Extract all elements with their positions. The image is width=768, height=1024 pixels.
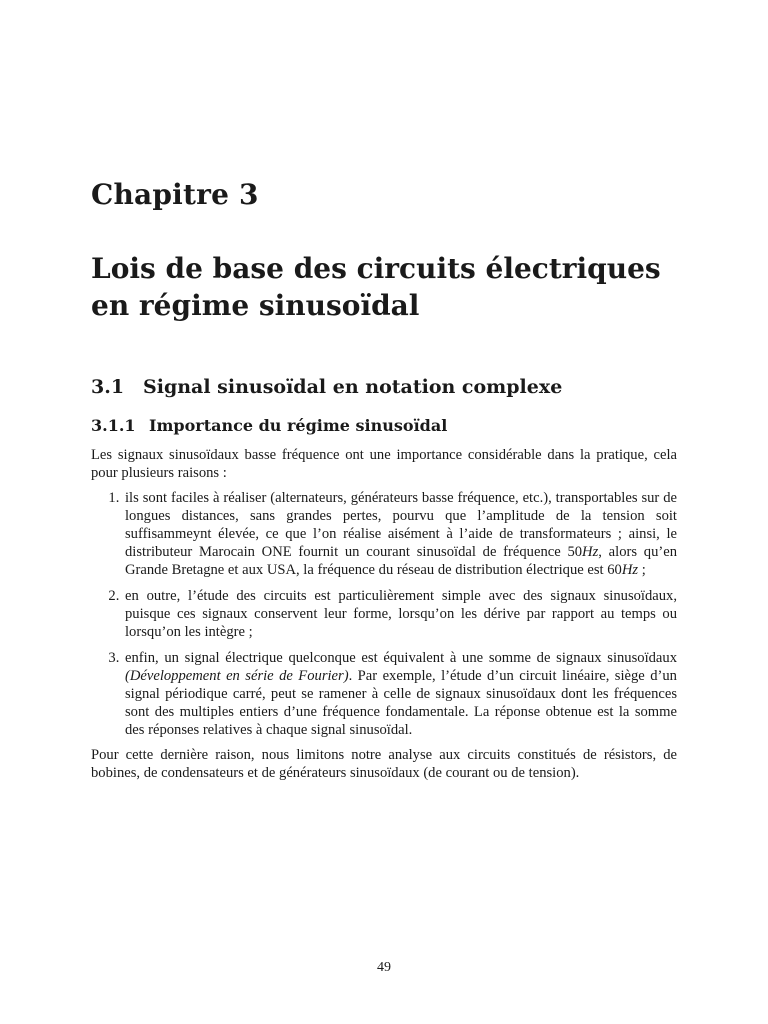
section-title: Signal sinusoïdal en notation complexe <box>143 376 563 398</box>
list-item <box>123 587 677 641</box>
list-item-text: ils sont faciles à réaliser (alternateurs, générateurs basse fréquence, etc.), transportables sur de longues distances, sans grandes pertes, pourvu que l’amplitude de la tension soit suffisammeynt élevée, ce que l’on réalise aisément à l’aide de transformateurs ; ainsi, le distributeur Marocain ONE fournit un courant sinusoïdal de fréquence <box>125 490 677 560</box>
list-item-text: en outre, l’étude des circuits est particulièrement simple avec des signaux sinusoïdaux, puisque ces signaux conservent leur forme, lorsqu’on les dérive par rapport au temps ou lorsqu’on les intègre ; <box>125 588 677 640</box>
section-number: 3.1 <box>91 376 125 398</box>
conclusion-paragraph: Pour cette dernière raison, nous limitons notre analyse aux circuits constitués de résistors, de bobines, de condensateurs et de générateurs sinusoïdaux (de courant ou de tension). <box>91 747 677 781</box>
list-item-text: , alors qu’en Grande Bretagne et aux USA, la fréquence du réseau de distribution électrique est <box>125 544 677 578</box>
reasons-list <box>91 489 677 739</box>
chapter-label: Chapitre 3 <box>91 178 259 211</box>
chapter-title: Lois de base des circuits électriques en régime sinusoïdal <box>91 252 661 322</box>
intro-paragraph: Les signaux sinusoïdaux basse fréquence ont une importance considérable dans la pratique, cela pour plusieurs raisons : <box>91 447 677 481</box>
subsection-heading <box>91 416 447 435</box>
page <box>91 0 677 1024</box>
list-item <box>123 649 677 739</box>
subsection-title: Importance du régime sinusoïdal <box>149 416 448 435</box>
list-item <box>123 489 677 579</box>
frequency-unit: Hz <box>621 562 639 578</box>
page-number: 49 <box>377 960 391 975</box>
list-item-text: enfin, un signal électrique quelconque est équivalent à une somme de signaux sinusoïdaux <box>125 650 677 666</box>
list-item-text: ; <box>638 562 646 578</box>
emphasis-text: (Développement en série de Fourier) <box>125 668 349 684</box>
subsection-number: 3.1.1 <box>91 416 136 435</box>
frequency-value: 60 <box>607 562 622 578</box>
body-text <box>91 446 677 782</box>
section-heading <box>91 376 562 398</box>
list-item-text: . Par exemple, l’étude d’un circuit linéaire, siège d’un signal périodique carré, peut se ramener à celle de signaux sinusoïdaux dont les fréquences sont des multiples entiers d’une fréquence fondamentale. La réponse obtenue est la somme des réponses relatives à chaque signal sinusoïdal. <box>125 668 677 738</box>
frequency-unit: Hz <box>582 544 599 560</box>
frequency-value: 50 <box>567 544 583 560</box>
